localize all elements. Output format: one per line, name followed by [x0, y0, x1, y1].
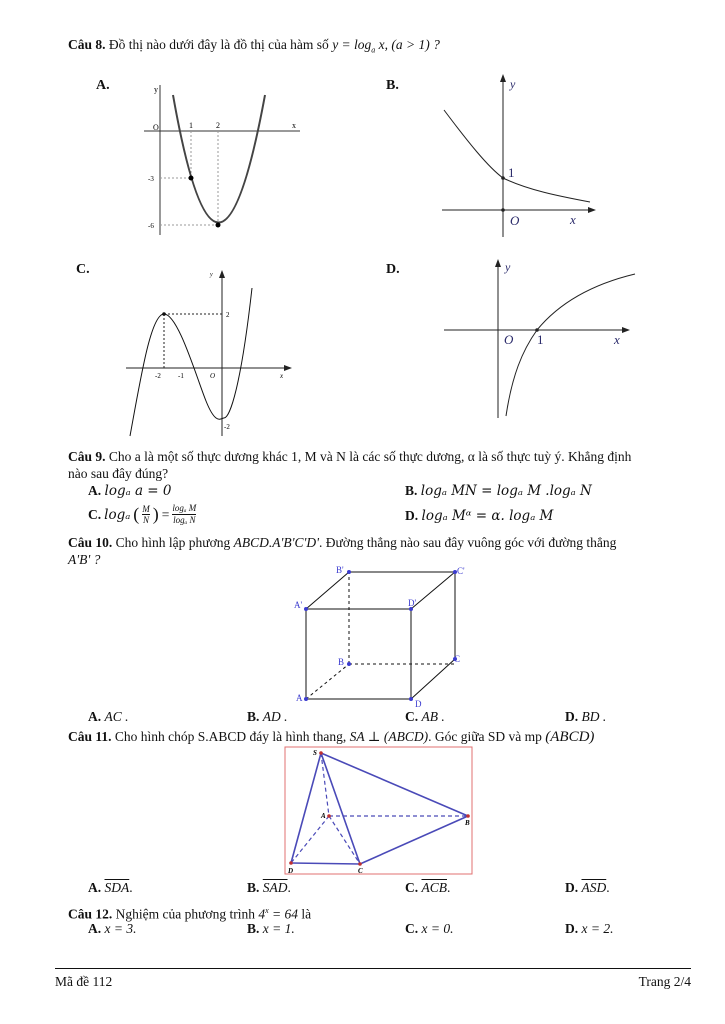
graph-a-tick-m6: -6 [148, 222, 154, 230]
q11-plane: (ABCD) [545, 729, 595, 745]
q11-text2: . Góc giữa SD và mp [428, 729, 542, 744]
graph-b-x-label: x [570, 212, 576, 227]
q12-exp: x [265, 906, 269, 915]
q10-line: A'B' ? [68, 552, 101, 567]
graph-d [440, 256, 640, 422]
cube-label-b: B [338, 657, 345, 667]
graph-c-tick-y-m2: -2 [224, 423, 230, 431]
footer-exam-code: Mã đề 112 [55, 974, 113, 989]
graph-c-x-label: x [280, 372, 284, 380]
graph-a-origin: O [153, 123, 159, 132]
graph-c-tick-m1: -1 [178, 372, 184, 380]
q12-stem [68, 902, 311, 923]
q10-option-a[interactable]: A. AC . [88, 709, 129, 724]
graph-c-curve [130, 288, 252, 436]
graph-d-y-label: y [505, 260, 511, 274]
footer-page-number: Trang 2/4 [638, 974, 691, 989]
q9-text2: nào sau đây đúng? [68, 466, 169, 481]
graph-b-y-label: y [510, 77, 516, 91]
q9-option-a[interactable] [88, 483, 171, 499]
q8-option-c[interactable]: C. [76, 262, 90, 277]
graph-c-origin: O [210, 372, 216, 380]
q9-label: Câu 9. [68, 449, 106, 464]
graph-c-y-label: y [210, 272, 213, 278]
q12-option-c[interactable]: C. x = 0. [405, 921, 454, 936]
q9-stem [68, 448, 688, 482]
graph-a-tick-1: 1 [189, 121, 193, 130]
pyr-label-d: D [288, 867, 294, 875]
cube-label-d1: D' [408, 598, 417, 608]
q12-text2: là [301, 906, 312, 922]
q9-c-label: C. [88, 506, 102, 522]
q9-b-text: logₐ MN = logₐ M .logₐ N [420, 483, 592, 499]
q9-a-text: logₐ a = 0 [104, 483, 172, 499]
q8-text: Đồ thị nào dưới đây là đồ thị của hàm số [108, 37, 329, 52]
graph-b-origin: O [510, 213, 520, 228]
q10-option-c[interactable]: C. AB . [405, 709, 445, 724]
q12-option-a[interactable]: A. x = 3. [88, 921, 137, 936]
q12-option-b[interactable]: B. x = 1. [247, 921, 295, 936]
q11-option-c[interactable]: C. $\overline{ACB}$. [405, 880, 451, 895]
q12-eq-rest: = 64 [272, 906, 299, 922]
q10-option-d[interactable]: D. BD . [565, 709, 607, 724]
q9-c-lhs: logₐ [104, 506, 131, 523]
q9-text: Cho a là một số thực dương khác 1, M và N là các số thực dương, α là số thực tuỳ ý. Khẳng định [108, 449, 632, 464]
q9-c-eq: = [161, 506, 170, 522]
q9-option-c[interactable]: C. logₐ ( M N ) = $\frac{\text{logₐ M}}{\text{logₐ N}}$ [88, 503, 197, 525]
q9-c-fraction: M N [142, 504, 150, 525]
q8-option-a[interactable]: A. [96, 78, 110, 93]
q8-label: Câu 8. [68, 37, 106, 52]
q10-label: Câu 10. [68, 535, 113, 550]
q10-name: ABCD.A'B'C'D' [233, 535, 320, 550]
pyr-label-a: A [321, 812, 326, 820]
q8-option-d[interactable]: D. [386, 262, 400, 277]
graph-a-y-label: y [154, 85, 158, 94]
q9-b-label: B. [405, 483, 418, 498]
cube-figure [290, 562, 470, 710]
q9-d-label: D. [405, 508, 419, 523]
graph-a-tick-m3: -3 [148, 175, 154, 183]
q11-stem [68, 728, 594, 746]
graph-b [438, 72, 598, 242]
cube-label-a1: A' [294, 600, 303, 610]
graph-a-tick-2: 2 [216, 121, 220, 130]
graph-b-curve [444, 110, 590, 202]
graph-c [126, 266, 296, 438]
graph-a-curve [173, 95, 265, 223]
pyr-label-c: C [358, 867, 363, 875]
q9-a-label: A. [88, 483, 102, 498]
graph-a [140, 80, 310, 240]
graph-c-tick-m2: -2 [155, 372, 161, 380]
q11-cond: SA ⊥ (ABCD) [349, 729, 429, 744]
cube-label-c1: C' [457, 566, 465, 576]
q12-eq: 4 [258, 906, 266, 922]
graph-d-one: 1 [537, 332, 544, 347]
q12-label: Câu 12. [68, 906, 113, 922]
q11-option-d[interactable]: D. $\overline{ASD}$. [565, 880, 610, 895]
cube-label-a: A [296, 693, 303, 703]
q11-option-a[interactable]: A. $\overline{SDA}$. [88, 880, 133, 895]
graph-a-x-label: x [292, 121, 296, 130]
q8-stem [68, 36, 440, 59]
graph-a-point [189, 176, 194, 181]
graph-d-origin: O [504, 332, 514, 347]
graph-c-tick-2: 2 [226, 311, 230, 319]
q10-text: Cho hình lập phương [115, 535, 231, 550]
q10-text2: . Đường thẳng nào sau đây vuông góc với đường thẳng [319, 535, 617, 550]
footer-divider [55, 968, 691, 969]
cube-label-d: D [415, 699, 422, 709]
q9-d-text: logₐ Mᵅ = α. logₐ M [421, 508, 554, 524]
q12-text: Nghiệm của phương trình [115, 906, 255, 922]
q8-option-b[interactable]: B. [386, 78, 399, 93]
pyr-label-s: S [313, 749, 317, 757]
q11-label: Câu 11. [68, 729, 112, 744]
q12-option-d[interactable]: D. x = 2. [565, 921, 614, 936]
q8-formula: y = log [332, 37, 372, 52]
q9-c-rhs: $\frac{\text{logₐ M}}{\text{logₐ N}}$ [172, 503, 197, 525]
graph-a-vertex [216, 223, 221, 228]
graph-b-one: 1 [508, 165, 515, 180]
q11-option-b[interactable]: B. $\overline{SAD}$. [247, 880, 291, 895]
cube-label-c: C [454, 654, 461, 664]
pyramid-figure [284, 746, 474, 876]
pyr-label-b: B [465, 819, 470, 827]
q9-option-d[interactable] [405, 508, 553, 524]
q8-sub: a [371, 45, 376, 55]
q11-text: Cho hình chóp S.ABCD đáy là hình thang, [114, 729, 347, 744]
q10-option-b[interactable]: B. AD . [247, 709, 288, 724]
cube-label-b1: B' [336, 565, 344, 575]
q9-option-b[interactable] [405, 483, 592, 499]
graph-d-x-label: x [614, 332, 620, 347]
q8-formula-rest: x, (a > 1) ? [378, 37, 440, 52]
